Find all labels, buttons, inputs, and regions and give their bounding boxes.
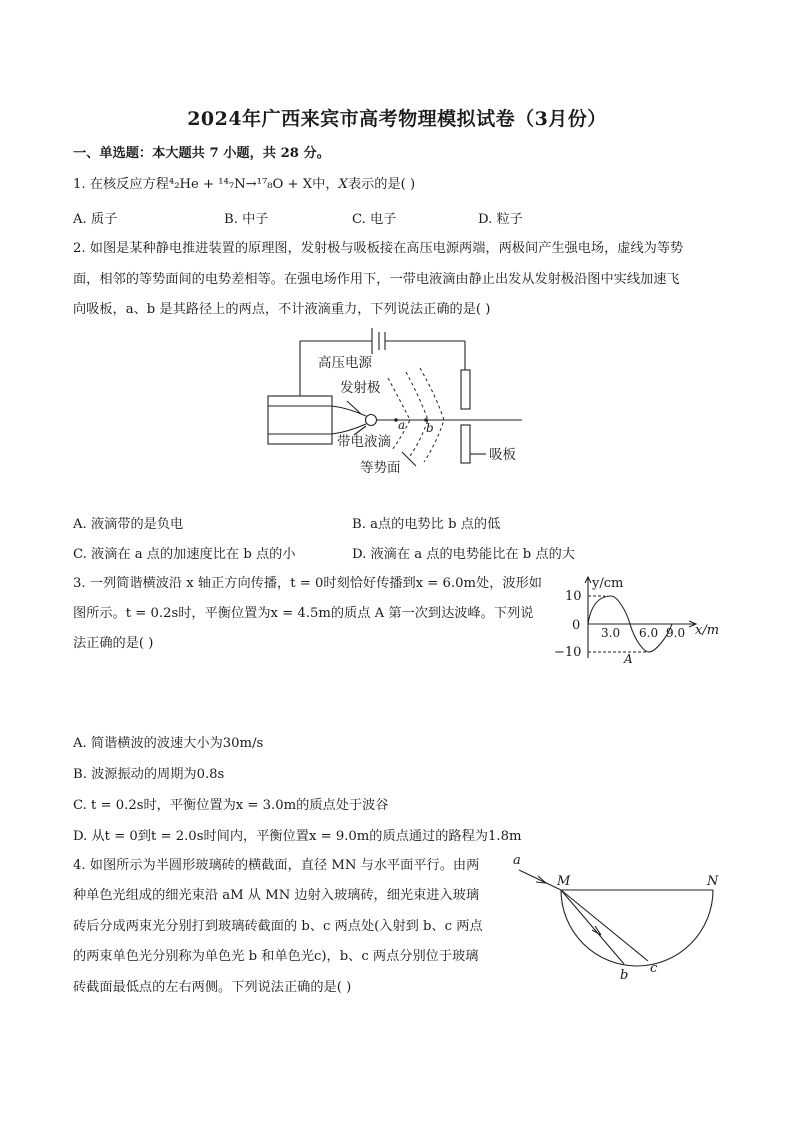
label-c: c (650, 961, 658, 976)
q4-line-1: 4. 如图所示为半圆形玻璃砖的横截面，直径 MN 与水平面平行。由两 (73, 858, 480, 873)
wave-xtick-6: 6.0 (639, 626, 659, 640)
q2-option-b: B. a点的电势比 b 点的低 (352, 517, 501, 532)
section-heading: 一、单选题：本大题共 7 小题，共 28 分。 (73, 146, 330, 161)
label-droplet: 带电液滴 (337, 434, 391, 450)
wave-xtick-3: 3.0 (601, 626, 621, 640)
label-power-source: 高压电源 (318, 355, 372, 371)
q3-option-b: B. 波源振动的周期为0.8s (73, 767, 225, 782)
label-b: b (620, 968, 629, 983)
question-1-stem (73, 175, 415, 195)
q1-equation: ⁴₂He + ¹⁴₇N→¹⁷₈O + X (168, 177, 313, 192)
q3-option-d: D. 从t = 0到t = 2.0s时间内，平衡位置x = 9.0m的质点通过的路程为1.8m (73, 829, 522, 844)
label-N: N (707, 874, 719, 889)
wave-x-label: x/m (695, 623, 720, 638)
wave-ytick-neg10: −10 (554, 645, 582, 660)
point-a-label: a (398, 418, 406, 432)
q1-suffix: 表示的是( ) (347, 177, 416, 192)
q3-option-c: C. t = 0.2s时，平衡位置为x = 3.0m的质点处于波谷 (73, 798, 389, 813)
q1-option-a: A. 质子 (73, 212, 118, 227)
q3-line-2: 图所示。t = 0.2s时，平衡位置为x = 4.5m的质点 A 第一次到达波峰。下列说 (73, 606, 534, 621)
q1-option-d: D. 粒子 (478, 212, 523, 227)
q2-option-d: D. 液滴在 a 点的电势能比在 b 点的大 (352, 547, 575, 562)
q2-line-1: 2. 如图是某种静电推进装置的原理图，发射极与吸板接在高压电源两端，两极间产生强电场，虚线为等势 (73, 241, 684, 256)
wave-xtick-9: 9.0 (666, 626, 686, 640)
q1-mid: 中， (312, 177, 339, 192)
q4-line-4: 的两束单色光分别称为单色光 b 和单色光c)，b、c 两点分别位于玻璃 (73, 949, 479, 964)
q2-line-3: 向吸板，a、b 是其路径上的两点，不计液滴重力，下列说法正确的是( ) (73, 302, 491, 317)
q4-figure-semicircle-glass (505, 848, 730, 988)
q1-option-b: B. 中子 (224, 212, 269, 227)
q3-figure-wave-graph (545, 570, 745, 666)
q4-line-3: 砖后分成两束光分别打到玻璃砖截面的 b、c 两点处(入射到 b、c 两点 (73, 919, 483, 934)
q4-line-2: 种单色光组成的细光束沿 aM 从 MN 边射入玻璃砖，细光束进入玻璃 (73, 888, 480, 903)
label-emitter: 发射极 (340, 380, 381, 396)
q3-line-3: 法正确的是( ) (73, 636, 154, 651)
q1-option-c: C. 电子 (352, 212, 397, 227)
q2-option-c: C. 液滴在 a 点的加速度比在 b 点的小 (73, 547, 296, 562)
q3-line-1: 3. 一列简谐横波沿 x 轴正方向传播，t = 0时刻恰好传播到x = 6.0m处，波形如 (73, 576, 542, 591)
q1-var: X (338, 177, 348, 192)
wave-ytick-0: 0 (572, 618, 581, 633)
q2-option-a: A. 液滴带的是负电 (73, 517, 184, 532)
point-b-label: b (426, 421, 434, 435)
label-absorber: 吸板 (489, 447, 516, 463)
label-M: M (557, 874, 571, 889)
page-title: 2024年广西来宾市高考物理模拟试卷（3月份） (187, 108, 607, 130)
label-a: a (513, 853, 521, 868)
wave-point-A: A (624, 652, 633, 666)
q1-prefix: 1. 在核反应方程 (73, 177, 169, 192)
q4-line-5: 砖截面最低点的左右两侧。下列说法正确的是( ) (73, 980, 352, 995)
label-equipotential: 等势面 (360, 460, 401, 476)
wave-y-label: y/cm (592, 576, 624, 591)
q2-line-2: 面，相邻的等势面间的电势差相等。在强电场作用下，一带电液滴由静止出发从发射极沿图中实线加速飞 (73, 272, 680, 287)
q2-figure-electrostatic-thruster (260, 322, 535, 482)
wave-ytick-10: 10 (565, 589, 582, 604)
q3-option-a: A. 简谐横波的波速大小为30m/s (73, 736, 264, 751)
